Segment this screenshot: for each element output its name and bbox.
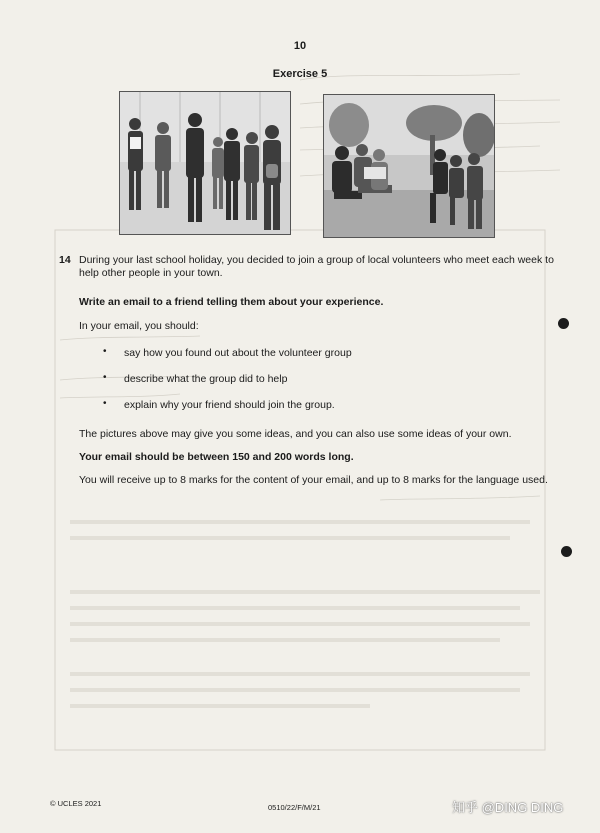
watermark: 知乎 @DING DING — [452, 800, 564, 815]
word-limit: Your email should be between 150 and 200 words long. — [79, 451, 354, 463]
question-instruction: Write an email to a friend telling them about your experience. — [79, 296, 384, 308]
punch-hole — [561, 546, 572, 557]
pictures-note: The pictures above may give you some ideas, and you can also use some ideas of your own. — [79, 428, 512, 440]
bullet-item: describe what the group did to help — [124, 373, 288, 385]
page-number: 10 — [293, 40, 307, 52]
question-text: During your last school holiday, you decided to join a group of local volunteers who meet each week to help other people in your town. — [79, 254, 554, 279]
bullet-dot: • — [103, 398, 107, 409]
copyright: © UCLES 2021 — [50, 799, 102, 808]
volunteers-standing-picture — [119, 91, 291, 235]
marks-note: You will receive up to 8 marks for the content of your email, and up to 8 marks for the language used. — [79, 474, 548, 486]
punch-hole — [558, 318, 569, 329]
in-your-email-label: In your email, you should: — [79, 320, 199, 332]
bullet-dot: • — [103, 346, 107, 357]
bullet-dot: • — [103, 372, 107, 383]
volunteers-park-picture — [323, 94, 495, 238]
paper-code: 0510/22/F/M/21 — [268, 803, 321, 812]
exercise-title: Exercise 5 — [272, 68, 328, 80]
bullet-item: say how you found out about the volunteer group — [124, 347, 352, 359]
bullet-item: explain why your friend should join the group. — [124, 399, 335, 411]
question-number: 14 — [59, 254, 71, 266]
